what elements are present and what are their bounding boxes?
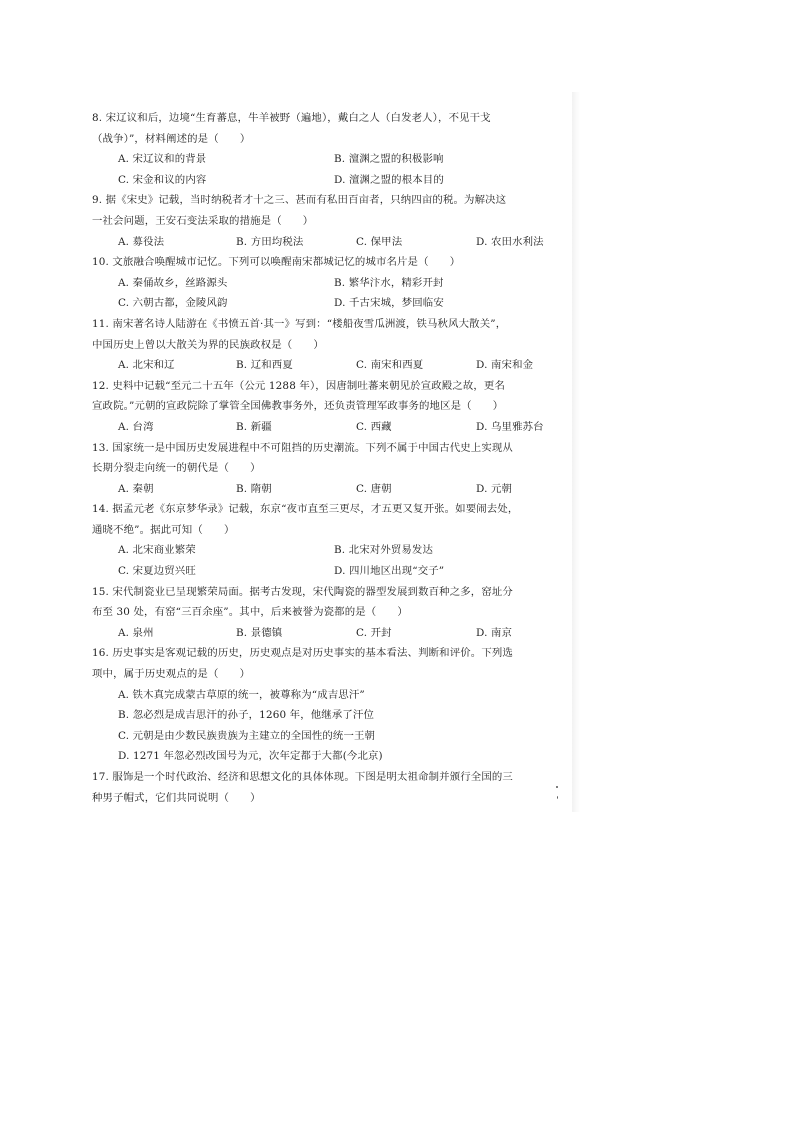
option-a: A. 北宋商业繁荣 [118,544,196,557]
scan-speck [556,786,558,788]
option-a: A. 北宋和辽 [118,359,175,372]
question-stem-line: 10. 文旅融合唤醒城市记忆。下列可以唤醒南宋都城记忆的城市名片是（ ） [92,256,461,269]
option-c: C. 西藏 [356,420,392,433]
option-d: D. 四川地区出现“交子” [334,565,445,578]
option-c: C. 南宋和西夏 [356,359,424,372]
options-row [92,232,572,253]
options-grid [92,149,572,190]
option-d: D. 千古宋城，梦回临安 [334,297,444,310]
option-b: B. 辽和西夏 [236,359,293,372]
question-stem-line: 布至 30 处，有窑“三百余座”。其中，后来被誉为瓷都的是（ ） [92,606,408,619]
option-b: B. 澶渊之盟的积极影响 [334,153,444,166]
option-a: A. 泉州 [118,626,154,639]
option-a: A. 募役法 [118,235,165,248]
option-c: C. 唐朝 [356,482,392,495]
option-c: C. 保甲法 [356,235,403,248]
question-17 [92,767,572,808]
question-stem-line: 项中，属于历史观点的是（ ） [92,668,251,681]
option-b: B. 繁华汴水，精彩开封 [334,276,444,289]
option-d: D. 南宋和金 [476,359,534,372]
option-b: B. 新疆 [236,420,272,433]
question-sheet [92,108,572,808]
question-stem-line: 16. 历史事实是客观记载的历史，历史观点是对历史事实的基本看法、判断和评价。下列选 [92,647,513,660]
option-c: C. 宋夏边贸兴旺 [118,565,196,578]
options-grid [92,273,572,314]
option-d: D. 元朝 [476,482,513,495]
question-11 [92,314,572,376]
question-stem-line: 13. 国家统一是中国历史发展进程中不可阻挡的历史潮流。下列不属于中国古代史上实现从 [92,441,513,454]
question-stem-line: 9. 据《宋史》记载，当时纳税者才十之三、甚而有私田百亩者，只纳四亩的税。为解决这 [92,194,507,207]
question-14 [92,499,572,581]
option-a: A. 秦俑故乡，丝路源头 [118,276,228,289]
option-d: D. 乌里雅苏台 [476,420,544,433]
option-b: B. 忽必烈是成吉思汗的孙子，1260 年，他继承了汗位 [118,709,374,722]
question-15 [92,582,572,644]
question-stem-line: 15. 宋代制瓷业已呈现繁荣局面。据考古发现，宋代陶瓷的器型发展到数百种之多，窑址分 [92,585,513,598]
options-row [92,417,572,438]
option-c: C. 六朝古都，金陵风韵 [118,297,228,310]
question-10 [92,252,572,314]
question-13 [92,438,572,500]
option-a: A. 秦朝 [118,482,154,495]
option-b: B. 隋朝 [236,482,272,495]
question-stem-line: 种男子帽式，它们共同说明（ ） [92,791,261,804]
option-c: C. 开封 [356,626,392,639]
option-b: B. 北宋对外贸易发达 [334,544,434,557]
question-stem-line: 11. 南宋著名诗人陆游在《书愤五首·其一》写到：“楼船夜雪瓜洲渡，铁马秋风大散关”， [92,317,507,330]
option-b: B. 景德镇 [236,626,283,639]
option-d: D. 南京 [476,626,513,639]
question-stem-line: 宣政院。”元朝的宣政院除了掌管全国佛教事务外，还负责管理军政事务的地区是（ ） [92,400,504,413]
option-a: A. 宋辽议和的背景 [118,153,207,166]
option-a: A. 台湾 [118,420,154,433]
options-row [92,623,572,644]
question-stem-line: 8. 宋辽议和后，边境“生育蕃息，牛羊被野（遍地），戴白之人（白发老人），不见干戈 [92,112,491,124]
question-9 [92,190,572,252]
question-stem-line: 14. 据孟元老《东京梦华录》记载，东京“夜市直至三更尽，才五更又复开张。如要闹去处， [92,503,519,516]
scan-paper-edge [572,92,580,812]
option-b: B. 方田均税法 [236,235,304,248]
question-stem-line: 一社会问题，王安石变法采取的措施是（ ） [92,214,314,227]
question-8 [92,108,572,190]
question-stem-line: 12. 史料中记载“至元二十五年（公元 1288 年），因唐制吐蕃来朝见於宣政殿之故，更名 [92,379,506,392]
option-d: D. 1271 年忽必烈改国号为元，次年定都于大都(今北京) [118,750,383,763]
question-stem-line: 17. 服饰是一个时代政治、经济和思想文化的具体体现。下图是明太祖命制并颁行全国的三 [92,771,513,783]
question-stem-line: 长期分裂走向统一的朝代是（ ） [92,462,261,475]
option-d: D. 澶渊之盟的根本目的 [334,173,444,186]
options-list [92,685,572,767]
question-stem-line: （战争）”，材料阐述的是（ ） [92,132,251,145]
option-d: D. 农田水利法 [476,235,544,248]
option-c: C. 元朝是由少数民族贵族为主建立的全国性的统一王朝 [118,729,376,742]
question-stem-line: 中国历史上曾以大散关为界的民族政权是（ ） [92,338,324,351]
question-stem-line: 通晓不绝”。据此可知（ ） [92,523,235,536]
options-grid [92,540,572,581]
question-16 [92,643,572,767]
option-a: A. 铁木真完成蒙古草原的统一，被尊称为“成吉思汗” [118,688,365,701]
scan-speck [557,796,558,799]
question-12 [92,376,572,438]
options-row [92,479,572,500]
option-c: C. 宋金和议的内容 [118,173,207,186]
options-row [92,355,572,376]
